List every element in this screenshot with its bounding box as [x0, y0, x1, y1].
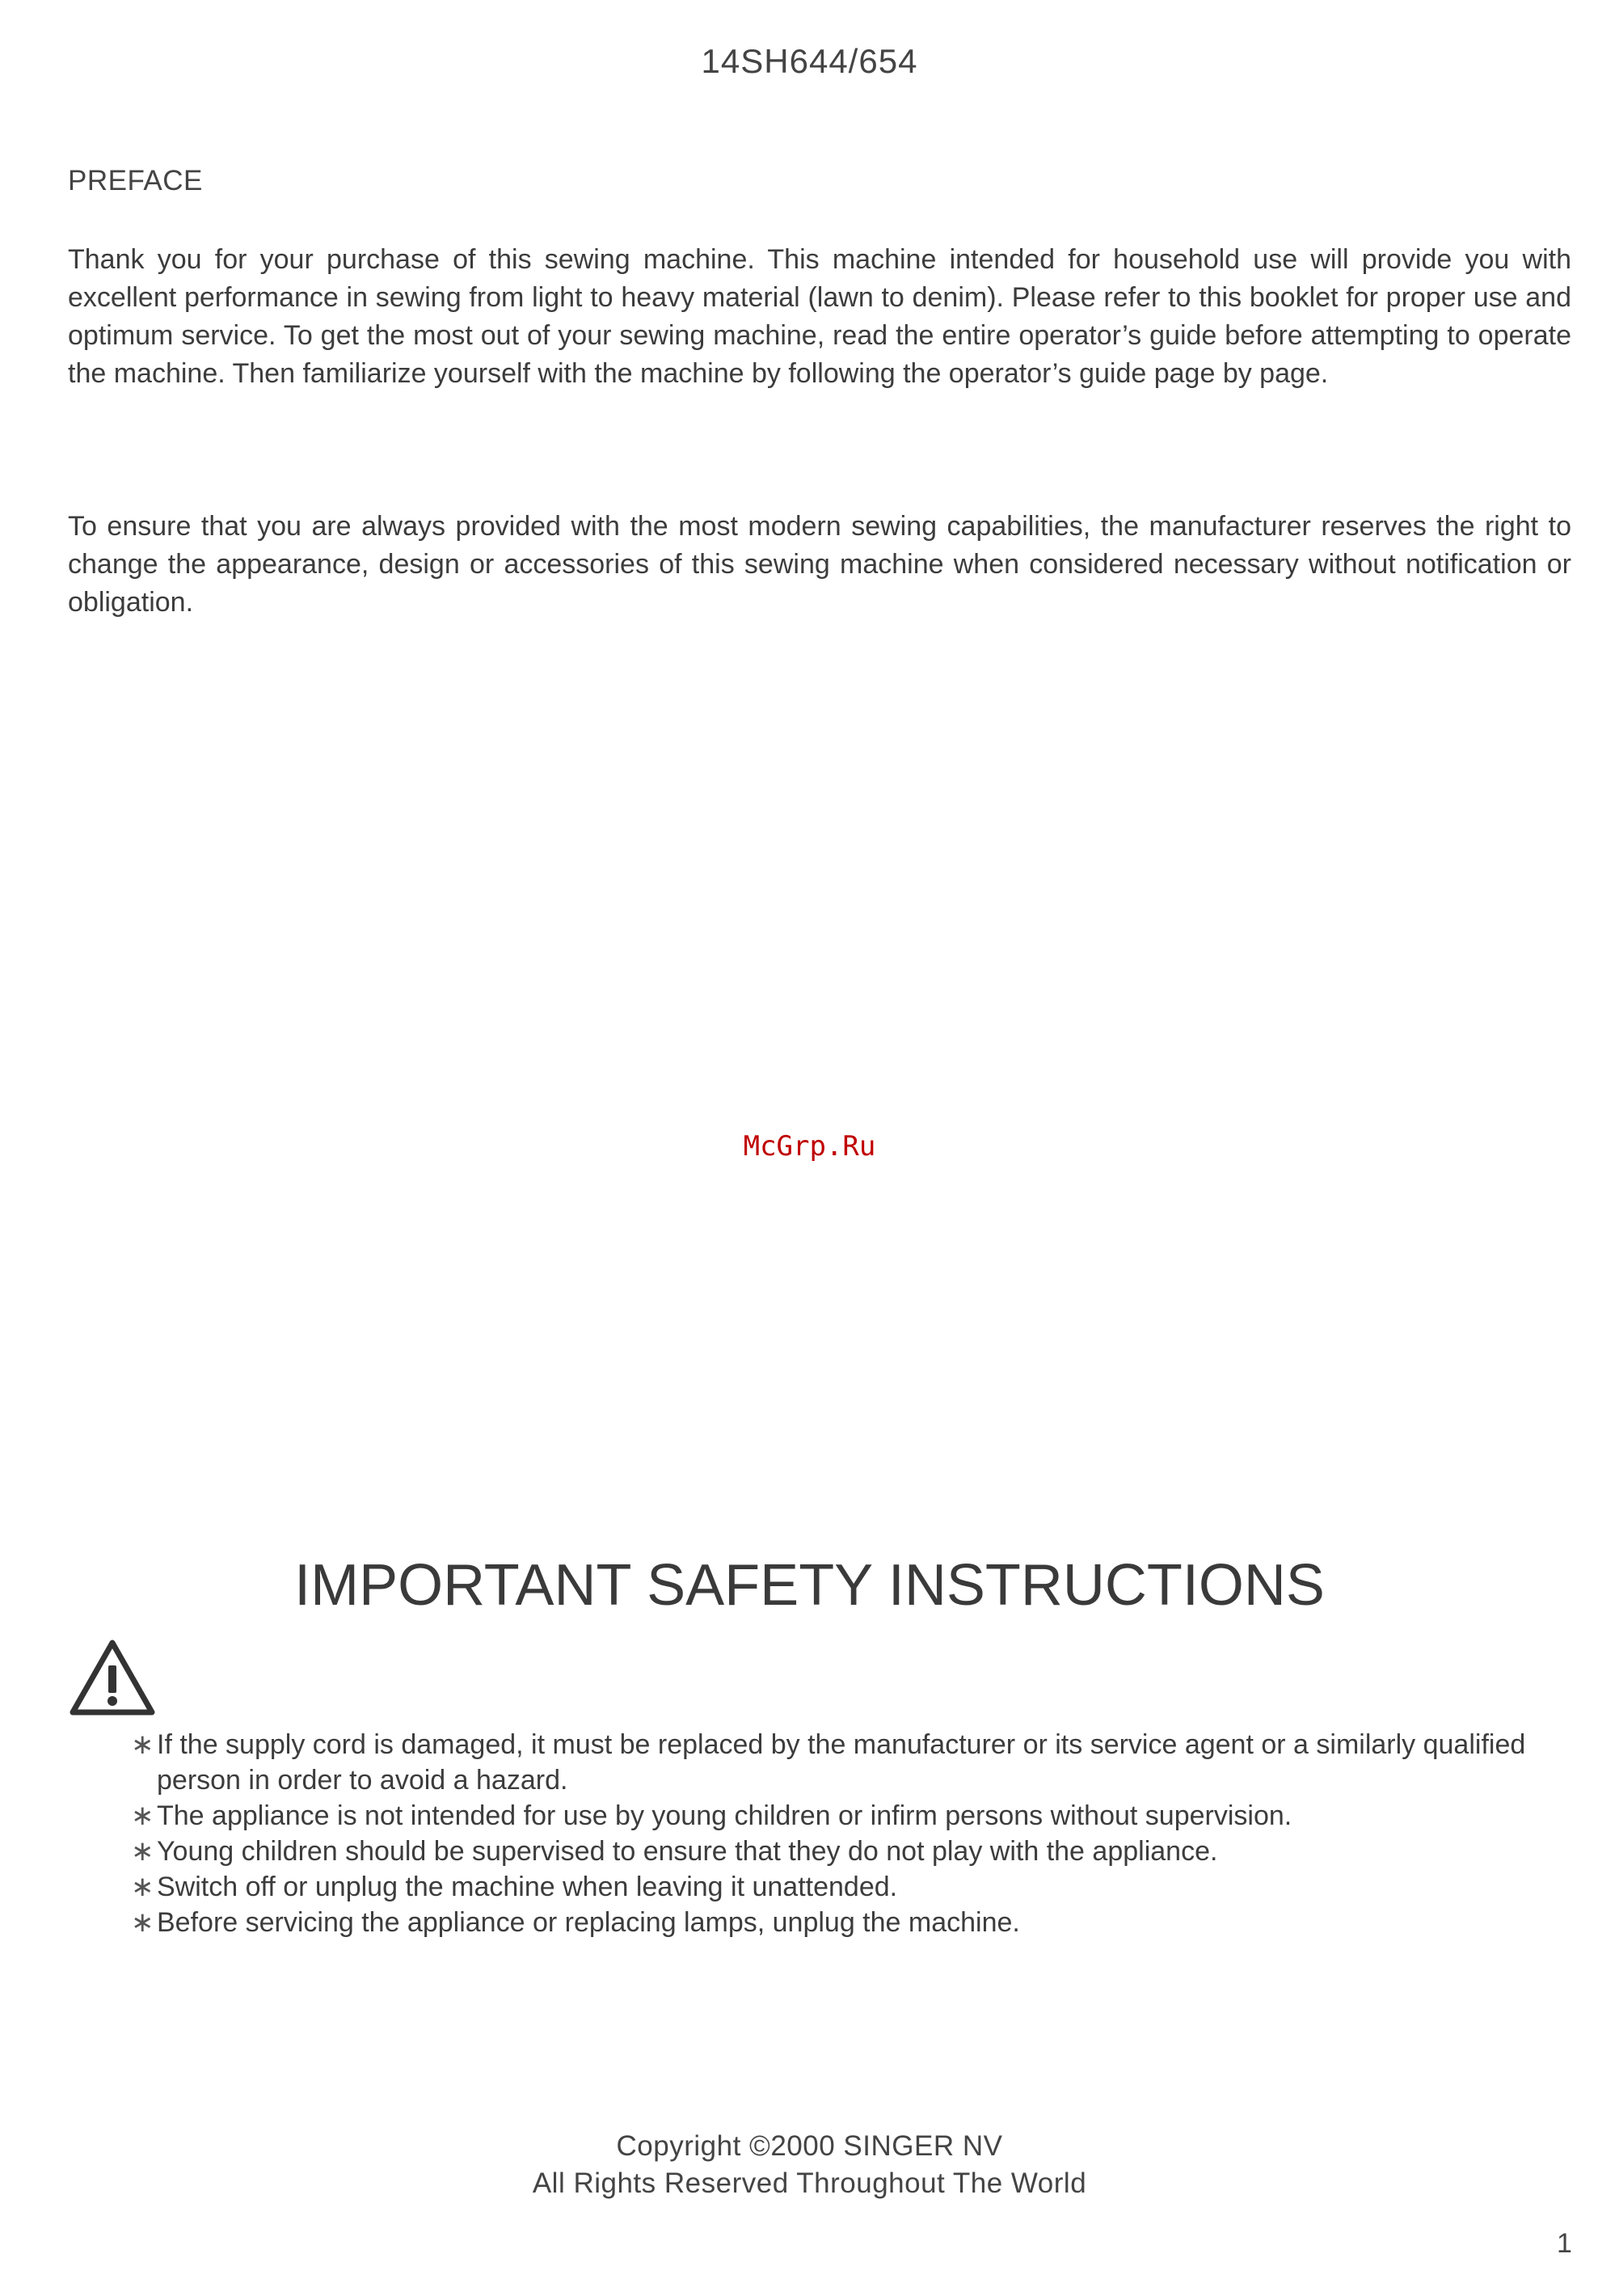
safety-item [131, 1798, 1586, 1834]
preface-paragraph-1: Thank you for your purchase of this sewing machine. This machine intended for household use will provide you with excellent performance in sewing from light to heavy material (lawn to denim). Please refer to this booklet for proper use and optimum service. To get the most out of your sewing machine, read the entire operator’s guide before attempting to operate the machine. Then familiarize yourself with the machine by following the operator’s guide page by page. [68, 244, 1571, 389]
bullet-star: ∗ [131, 1872, 154, 1902]
safety-item [131, 1727, 1586, 1798]
bullet-star: ∗ [131, 1800, 154, 1831]
page-number: 1 [1557, 2228, 1572, 2259]
safety-item-text: If the supply cord is damaged, it must be replaced by the manufacturer or its service agent or a similarly qualified person in order to avoid a hazard. [157, 1729, 1526, 1796]
safety-item-text: Young children should be supervised to ensure that they do not play with the appliance. [157, 1836, 1218, 1867]
safety-item [131, 1905, 1586, 1940]
safety-item [131, 1869, 1586, 1905]
preface-paragraph-2: To ensure that you are always provided with the most modern sewing capabilities, the manufacturer reserves the right to change the appearance, design or accessories of this sewing machine when considered necessary without notification or obligation. [68, 511, 1571, 618]
rights-line: All Rights Reserved Throughout The World [532, 2167, 1087, 2199]
watermark-text: McGrp.Ru [743, 1130, 876, 1163]
safety-item-text: The appliance is not intended for use by young children or infirm persons without supervision. [157, 1800, 1292, 1831]
copyright-block [0, 2128, 1619, 2202]
safety-list [131, 1727, 1586, 1940]
bullet-star: ∗ [131, 1729, 154, 1760]
bullet-star: ∗ [131, 1836, 154, 1867]
bullet-star: ∗ [131, 1907, 154, 1938]
safety-item [131, 1834, 1586, 1869]
model-number: 14SH644/654 [701, 42, 918, 80]
safety-item-text: Before servicing the appliance or replacing lamps, unplug the machine. [157, 1907, 1020, 1938]
copyright-line: Copyright ©2000 SINGER NV [616, 2130, 1003, 2162]
preface-heading: PREFACE [68, 165, 203, 196]
safety-item-text: Switch off or unplug the machine when leaving it unattended. [157, 1872, 898, 1902]
warning-triangle-icon [68, 1638, 157, 1719]
safety-title: IMPORTANT SAFETY INSTRUCTIONS [294, 1553, 1325, 1618]
